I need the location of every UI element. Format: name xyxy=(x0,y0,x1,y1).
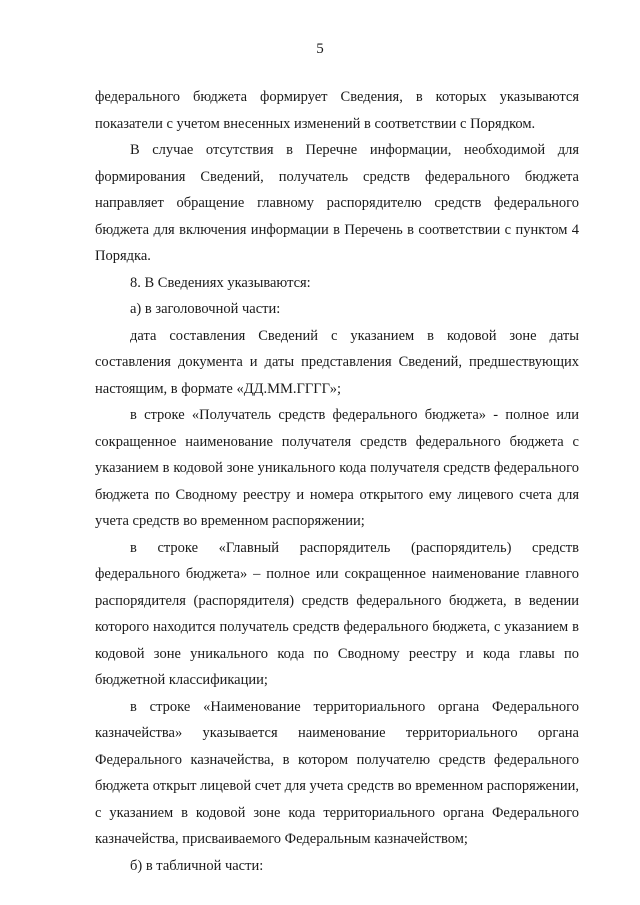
paragraph-treasury-body: в строке «Наименование территориального органа Федерального казначейства» указывается наименование территориального органа Федерального казначейства, в котором получателю средств федерального бюджета открыт лицевой счет для учета средств во временном распоряжении, с указанием в кодовой зоне кода территориального органа Федерального казначейства, присваиваемого Федеральным казначейством; xyxy=(95,698,579,847)
paragraph-continuation: федерального бюджета формирует Сведения, в которых указываются показатели с учетом внесенных изменений в соответствии с Порядком. xyxy=(95,89,579,132)
paragraph-subitem-b: б) в табличной части: xyxy=(130,857,264,874)
paragraph-subitem-a: а) в заголовочной части: xyxy=(130,301,281,317)
paragraph-item-8: 8. В Сведениях указываются: xyxy=(130,274,311,291)
paragraph-recipient: в строке «Получатель средств федерального бюджета» - полное или сокращенное наименование получателя средств федерального бюджета с указанием в кодовой зоне уникального кода получателя средств федерального бюджета по Сводному реестру и номера открытого ему лицевого счета для учета средств во временном распоряжении; xyxy=(95,407,579,529)
paragraph-missing-info: В случае отсутствия в Перечне информации, необходимой для формирования Сведений, получатель средств федерального бюджета направляет обращение главному распорядителю средств федерального бюджета для включения информации в Перечень в соответствии с пунктом 4 Порядка. xyxy=(95,142,579,264)
paragraph-date: дата составления Сведений с указанием в кодовой зоне даты составления документа и даты представления Сведений, предшествующих настоящим, в формате «ДД.ММ.ГГГГ»; xyxy=(95,327,579,397)
page-number: 5 xyxy=(316,41,324,57)
document-body xyxy=(95,84,579,879)
paragraph-chief-manager: в строке «Главный распорядитель (распорядитель) средств федерального бюджета» – полное или сокращенное наименование главного распорядителя (распорядителя) средств федерального бюджета, в ведении которого находится получатель средств федерального бюджета, с указанием в кодовой зоне уникального кода по Сводному реестру и кода главы по бюджетной классификации; xyxy=(95,539,579,688)
